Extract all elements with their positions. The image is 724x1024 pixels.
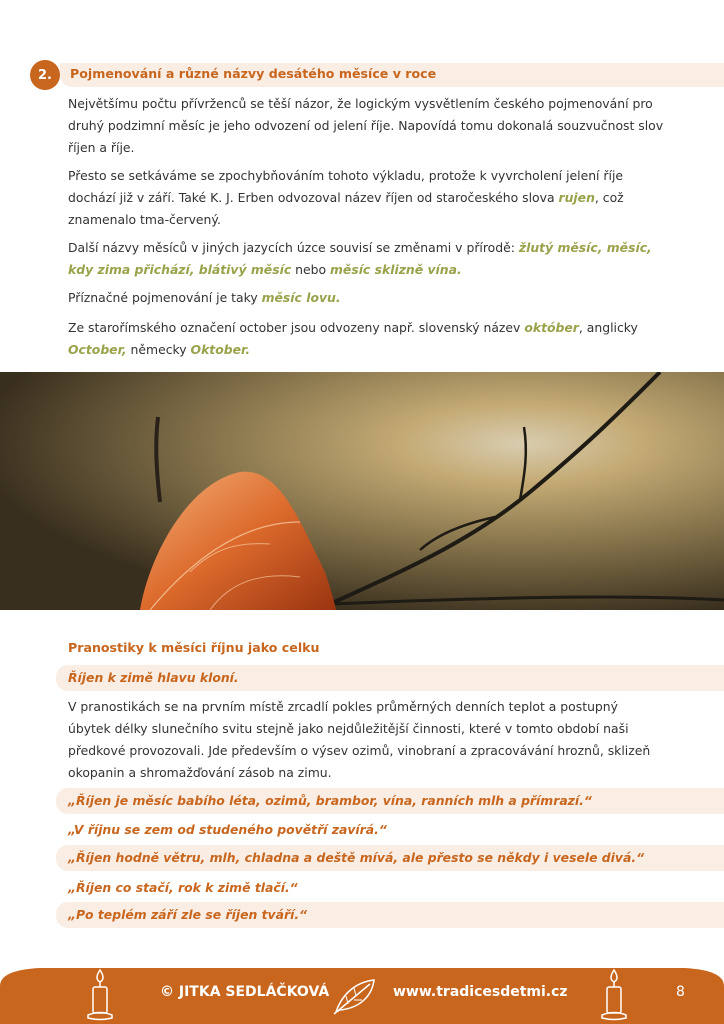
paragraph-4-text-a: Příznačné pojmenování je taky [68, 290, 262, 305]
highlight-wine-harvest: měsíc sklizně vína. [330, 262, 462, 277]
paragraph-1: Největšímu počtu přívrženců se těší názor, že logickým vysvětlením českého pojmenování pro druhý podzimní měsíc je jeho odvození od jelení říje. Napovídá tomu dokonalá souzvučnost slov říjen a říje. [68, 96, 664, 155]
paragraph-4 [68, 287, 664, 309]
proverb-item: „Říjen je měsíc babího léta, ozimů, brambor, vína, ranních mlh a přímrazí.“ [68, 793, 592, 808]
candle-icon [600, 968, 628, 1022]
proverb-item: „Říjen co stačí, rok k zimě tlačí.“ [68, 880, 298, 895]
sayings-paragraph: V pranostikách se na prvním místě zrcadlí pokles průměrných denních teplot a postupný úbytek délky slunečního svitu stejně jako nejdůležitější činnosti, které v tomto období naši předkové provozovali. Jde především o výsev ozimů, vinobraní a zpracovávání hroznů, sklizeň okopanin a shromažďování zásob na zimu. [68, 699, 651, 780]
paragraph-5-text-c: německy [126, 342, 191, 357]
paragraph-2-text-b: , což znamenalo tma-červený. [68, 190, 624, 227]
paragraph-2-text-a: Přesto se setkáváme se zpochybňováním tohoto výkladu, protože k vyvrcholení jelení říje dochází již v září. Také K. J. Erben odvozoval název říjen od staročeského slova [68, 168, 624, 205]
highlight-oktober-de: Oktober. [190, 342, 251, 357]
proverb-item: „Říjen hodně větru, mlh, chladna a deště mívá, ale přesto se někdy i vesele divá.“ [68, 850, 645, 865]
footer-website[interactable]: www.tradicesdetmi.cz [393, 984, 568, 1000]
highlight-rujen: rujen [558, 190, 595, 205]
paragraph-5-text-a: Ze starořímského označení october jsou odvozeny např. slovenský název [68, 320, 525, 335]
sayings-title: Pranostiky k měsíci říjnu jako celku [68, 640, 320, 655]
highlight-october-en: October, [68, 342, 127, 357]
page-number: 8 [676, 984, 685, 1000]
paragraph-3-text-a: Další názvy měsíců v jiných jazycích úzce souvisí se změnami v přírodě: [68, 240, 519, 255]
candle-icon [86, 968, 114, 1022]
highlight-month-names: žlutý měsíc, měsíc, kdy zima přichází, blátivý měsíc [68, 240, 652, 277]
paragraph-3-text-b: nebo [291, 262, 330, 277]
footer-author: © JITKA SEDLÁČKOVÁ [160, 984, 330, 1000]
proverb-item: „V říjnu se zem od studeného povětří zavírá.“ [68, 822, 387, 837]
proverb-item: „Po teplém září zle se říjen tváří.“ [68, 907, 308, 922]
section-number-badge: 2. [30, 60, 60, 90]
highlight-oktober-sk: október [524, 320, 579, 335]
section-title: Pojmenování a různé názvy desátého měsíce v roce [70, 66, 437, 81]
autumn-leaf-photo [0, 372, 724, 610]
paragraph-5 [68, 317, 664, 361]
paragraph-2 [68, 165, 664, 231]
proverb-first: Říjen k zimě hlavu kloní. [68, 670, 239, 685]
paragraph-5-text-b: , anglicky [578, 320, 638, 335]
section-header [30, 60, 724, 90]
leaf-icon [332, 976, 378, 1016]
paragraph-3 [68, 237, 664, 281]
highlight-hunting-month: měsíc lovu. [261, 290, 341, 305]
